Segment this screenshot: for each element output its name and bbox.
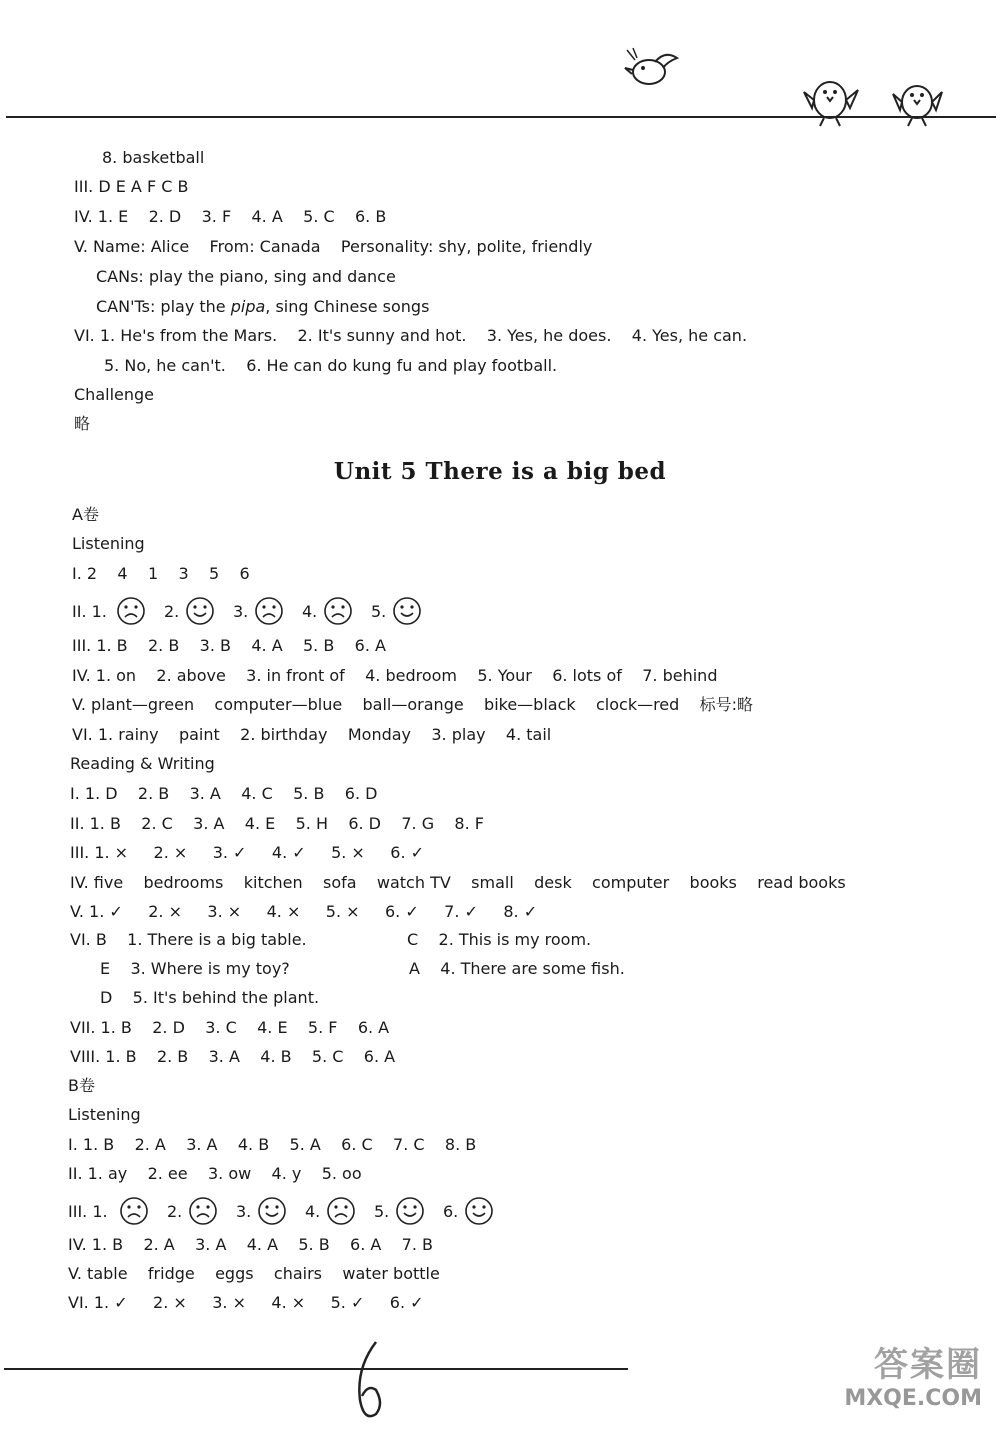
answer-line: E 3. Where is my toy?	[100, 959, 290, 978]
question-label: 2.	[167, 1202, 183, 1221]
happy-face-icon	[395, 1196, 425, 1230]
answer-line: I. 1. B 2. A 3. A 4. B 5. A 6. C 7. C 8. B	[68, 1135, 477, 1154]
answer-line: VIII. 1. B 2. B 3. A 4. B 5. C 6. A	[70, 1047, 396, 1066]
handwritten-page-number	[350, 1338, 390, 1426]
answer-line: D 5. It's behind the plant.	[100, 988, 320, 1007]
answer-line: III. D E A F C B	[74, 177, 189, 196]
answer-line: VI. B 1. There is a big table.	[70, 930, 307, 949]
answer-line: IV. 1. E 2. D 3. F 4. A 5. C 6. B	[74, 207, 387, 226]
answer-line: VI. 1. ✓ 2. × 3. × 4. × 5. ✓ 6. ✓	[68, 1293, 424, 1312]
question-label: 5.	[371, 602, 387, 621]
answer-line: II. 1. ay 2. ee 3. ow 4. y 5. oo	[68, 1164, 362, 1183]
answer-line: IV. five bedrooms kitchen sofa watch TV small desk computer books read books	[70, 873, 846, 892]
answer-line: IV. 1. on 2. above 3. in front of 4. bedroom 5. Your 6. lots of 7. behind	[72, 666, 718, 685]
answer-line: III. 1. × 2. × 3. ✓ 4. ✓ 5. × 6. ✓	[70, 843, 425, 862]
cants-suffix: , sing Chinese songs	[265, 297, 430, 316]
unit-title: Unit 5 There is a big bed	[333, 458, 667, 485]
answer-line: Listening	[72, 534, 145, 553]
sad-face-icon	[119, 1196, 149, 1230]
question-label: 4.	[302, 602, 318, 621]
answer-line: B卷	[68, 1076, 95, 1095]
question-label: 5.	[374, 1202, 390, 1221]
answer-line: A 4. There are some fish.	[409, 959, 625, 978]
answer-line: CANs: play the piano, sing and dance	[96, 267, 396, 286]
sad-face-icon	[326, 1196, 356, 1230]
question-label: III. 1.	[68, 1202, 108, 1221]
watermark	[844, 1337, 982, 1411]
answer-line: V. 1. ✓ 2. × 3. × 4. × 5. × 6. ✓ 7. ✓ 8. ✓	[70, 902, 538, 921]
answer-line: II. 1. B 2. C 3. A 4. E 5. H 6. D 7. G 8. F	[70, 814, 484, 833]
answer-line: V. Name: Alice From: Canada Personality: shy, polite, friendly	[74, 237, 593, 256]
question-label: 3.	[233, 602, 249, 621]
answer-line: V. table fridge eggs chairs water bottle	[68, 1264, 440, 1283]
footer-rule	[4, 1368, 628, 1370]
answer-line: 5. No, he can't. 6. He can do kung fu and play football.	[104, 356, 558, 375]
answer-line: IV. 1. B 2. A 3. A 4. A 5. B 6. A 7. B	[68, 1235, 434, 1254]
watermark-url: MXQE.COM	[844, 1386, 982, 1411]
answer-line: 略	[74, 414, 91, 433]
answer-line: A卷	[72, 505, 99, 524]
happy-face-icon	[464, 1196, 494, 1230]
question-label: 4.	[305, 1202, 321, 1221]
watermark-logo: 答案圈	[874, 1345, 982, 1385]
answer-line: V. plant—green computer—blue ball—orange bike—black clock—red 标号:略	[72, 695, 754, 714]
answer-line: Reading & Writing	[70, 754, 215, 773]
happy-face-icon	[257, 1196, 287, 1230]
cants-italic: pipa	[230, 297, 266, 316]
answer-line: III. 1. B 2. B 3. B 4. A 5. B 6. A	[72, 636, 386, 655]
answer-line: I. 2 4 1 3 5 6	[72, 564, 250, 583]
answer-line: I. 1. D 2. B 3. A 4. C 5. B 6. D	[70, 784, 378, 803]
sad-face-icon	[188, 1196, 218, 1230]
sad-face-icon	[323, 596, 353, 630]
question-label: 2.	[164, 602, 180, 621]
sad-face-icon	[254, 596, 284, 630]
question-label: 3.	[236, 1202, 252, 1221]
answer-line: Listening	[68, 1105, 141, 1124]
bird-illustration	[800, 68, 862, 130]
question-label: II. 1.	[72, 602, 107, 621]
bird-illustration	[890, 72, 946, 130]
answer-line: VI. 1. He's from the Mars. 2. It's sunny and hot. 3. Yes, he does. 4. Yes, he can.	[74, 326, 748, 345]
happy-face-icon	[392, 596, 422, 630]
answer-line: VI. 1. rainy paint 2. birthday Monday 3. play 4. tail	[72, 725, 552, 744]
bird-illustration	[615, 44, 685, 94]
section-heading: Challenge	[74, 385, 154, 404]
sad-face-icon	[116, 596, 146, 630]
happy-face-icon	[185, 596, 215, 630]
answer-line: 8. basketball	[102, 148, 205, 167]
answer-line	[96, 297, 429, 317]
question-label: 6.	[443, 1202, 459, 1221]
answer-line: C 2. This is my room.	[407, 930, 592, 949]
answer-line: VII. 1. B 2. D 3. C 4. E 5. F 6. A	[70, 1018, 390, 1037]
cants-prefix: CAN'Ts: play the	[96, 297, 231, 316]
